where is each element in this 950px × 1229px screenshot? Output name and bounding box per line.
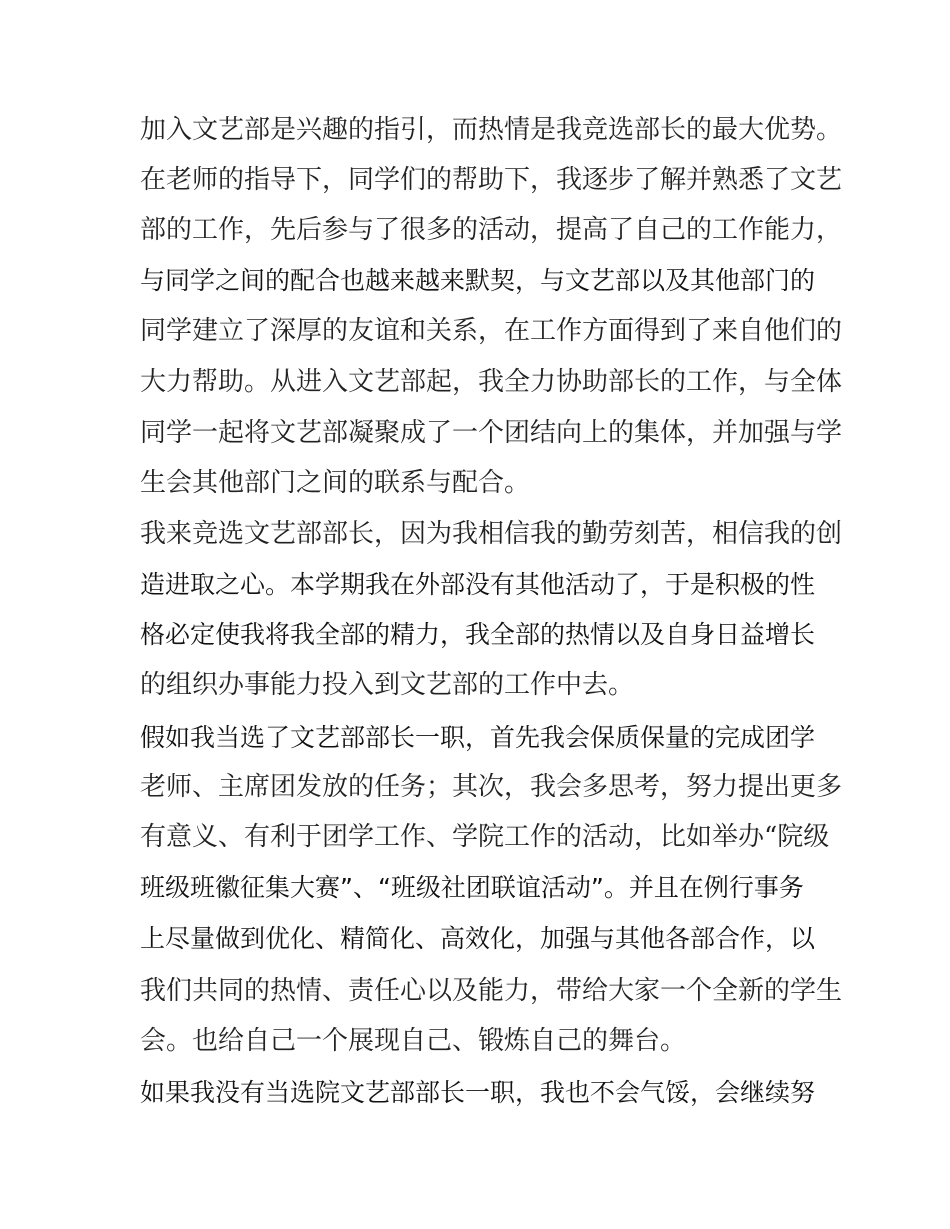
text-line: 老师、主席团发放的任务；其次，我会多思考，努力提出更多 — [140, 772, 843, 802]
text-line: 大力帮助。从进入文艺部起，我全力协助部长的工作，与全体 — [140, 367, 843, 397]
text-line: 同学建立了深厚的友谊和关系，在工作方面得到了来自他们的 — [140, 316, 843, 346]
text-line: 会。也给自己一个展现自己、锻炼自己的舞台。 — [140, 1026, 687, 1056]
text-line: 假如我当选了文艺部部长一职，首先我会保质保量的完成团学 — [140, 723, 816, 752]
text-line: 部的工作，先后参与了很多的活动，提高了自己的工作能力， — [140, 215, 843, 245]
text-line: 格必定使我将我全部的精力，我全部的热情以及自身日益增长 — [140, 620, 816, 649]
text-line: 如果我没有当选院文艺部部长一职，我也不会气馁，会继续努 — [140, 1078, 816, 1107]
text-line: 有意义、有利于团学工作、学院工作的活动，比如举办“院级 — [140, 822, 830, 852]
text-line: 生会其他部门之间的联系与配合。 — [140, 468, 531, 498]
text-line: 我们共同的热情、责任心以及能力，带给大家一个全新的学生 — [140, 976, 843, 1006]
text-line: 造进取之心。本学期我在外部没有其他活动了，于是积极的性 — [140, 570, 816, 599]
text-line: 的组织办事能力投入到文艺部的工作中去。 — [140, 670, 635, 700]
text-line: 加入文艺部是兴趣的指引，而热情是我竞选部长的最大优势。 — [140, 115, 843, 145]
text-line: 上尽量做到优化、精简化、高效化，加强与其他各部合作，以 — [140, 924, 816, 953]
text-line: 与同学之间的配合也越来越来默契，与文艺部以及其他部门的 — [140, 266, 816, 295]
text-line: 我来竞选文艺部部长，因为我相信我的勤劳刻苦，相信我的创 — [140, 519, 843, 549]
text-line: 同学一起将文艺部凝聚成了一个团结向上的集体，并加强与学 — [140, 418, 843, 448]
text-line: 在老师的指导下，同学们的帮助下，我逐步了解并熟悉了文艺 — [140, 165, 843, 195]
text-line: 班级班徽征集大赛”、“班级社团联谊活动”。并且在例行事务 — [140, 873, 804, 902]
